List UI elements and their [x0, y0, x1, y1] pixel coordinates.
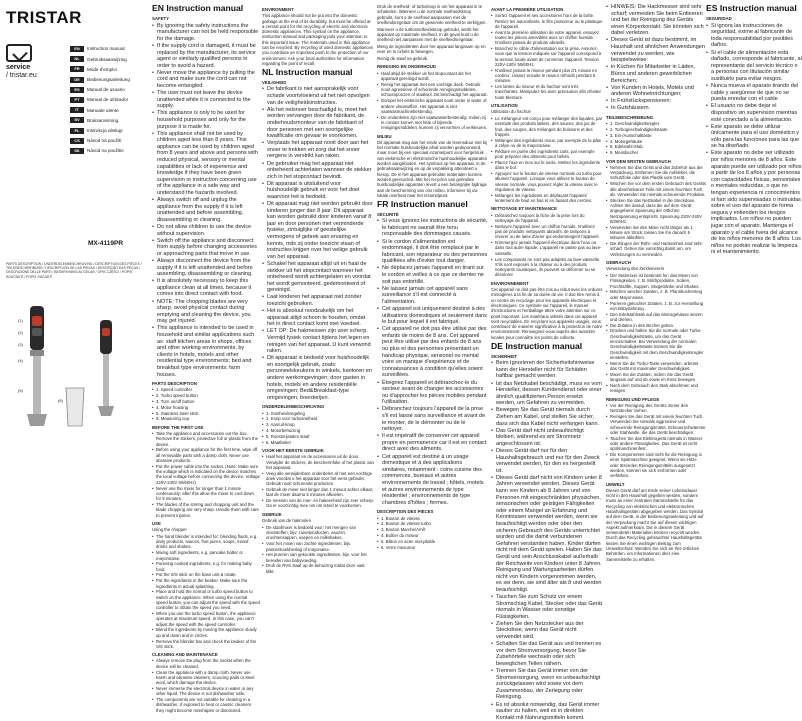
list-item: • Never use the mixer for longer than 1 minute continuously; after this allow the mixer to cool down for 5 minutes. — [152, 486, 260, 502]
fr-safety-list — [377, 218, 488, 506]
cover-column — [0, 0, 150, 575]
fr-parts-list — [377, 516, 488, 550]
list-item: • Clean the appliance with a damp cloth. Never use harsh and abrasive cleaners, scouring pads or steel wool, which damage the device. — [152, 670, 260, 686]
nl-title: NL Instruction manual — [262, 68, 374, 77]
language-tag: PT — [70, 97, 84, 103]
list-item: • Appuyez sur le bouton de vitesse normale ou turbo pour allumer l'appareil. Lorsque vous utilisez le bouton de vitesse normale, vous pouvez régler la vitesse avec le régulateur de vitesse. — [491, 171, 603, 192]
list-item: • De messen van de roer- en hakeenheid zijn zeer scherp. Ga er voorzichtig mee om om letsel te voorkomen. — [262, 498, 374, 509]
language-label: Bruksanvisning — [87, 118, 118, 123]
list-item: • N'immergez jamais l'appareil électrique dans l'eau ou dans tout autre liquide. L'appareil ne passe pas au lave-vaisselle. — [491, 240, 603, 256]
list-item: • Reinigen Sie das Gerät mit einem feuchten Tuch. Verwenden Sie niemals aggressive und scheuernde Reinigungsmittel, Scheuerschwämme oder Stahlwolle, die das Gerät beschädigen. — [606, 414, 706, 435]
list-item: • Haal altijd de stekker uit het stopcontact als het apparaat gereinigd wordt. — [377, 71, 488, 82]
language-item — [70, 146, 148, 156]
illus-label-6: (6) — [58, 398, 64, 403]
list-item: • Nunca mueva el aparato tirando del cable y asegúrese de que no se pueda enredar con el cable. — [706, 83, 802, 103]
language-tag: IT — [70, 107, 84, 113]
de-title: DE Instruction manual — [491, 342, 603, 351]
list-item: • Before using your appliance for the first time, wipe off all removable parts with a damp cloth. Never use abrasive products. — [152, 447, 260, 463]
de-using-heading: Verwendung des Zerkleinerers — [606, 266, 706, 271]
list-item: • Druk de RVS staaf op de behuizing totdat deze vast klikt. — [262, 563, 374, 574]
language-tag: NL — [70, 56, 84, 62]
column-nl — [262, 4, 374, 572]
list-item: • By ignoring the safety instructions the manufacturer can not be held responsible for the damage. — [152, 23, 260, 43]
list-item: • De onderdelen zijn niet vaatwasserbestendig. Indien zij in contact komen met hitte of bijtende reinigingsmiddelen, kunnen zij vervormen of verkleuren. — [377, 115, 488, 131]
language-item — [70, 54, 148, 64]
list-item: • 1. Geschwindigkeitsregler — [606, 121, 706, 126]
de-safety-list — [491, 360, 603, 721]
list-item: • Avant la première utilisation de votre appareil, essuyez toutes les pièces amovibles avec un chiffon humide. N'utilisez jamais de produits abrasifs. — [491, 30, 603, 46]
list-item: • Nehmen Sie das Gerät und das Zubehör aus der Verpackung. Entfernen Sie die Aufkleber, die Schutzfolie oder das Plastik vom Gerät. — [606, 165, 706, 181]
language-item — [70, 95, 148, 105]
list-item: • Die Komponenten sind nicht für die Reinigung in einer Spülmaschine geeignet. Wenn sie Hitze oder ätzenden Reinigungsmitteln ausgesetzt werden, können sie sich verformen oder verfärben. — [606, 452, 706, 478]
list-item: • Drücken und halten Sie die normale oder Turbo-Geschwindigkeitstaste, um das Gerät einzuschalten. Bei Verwendung der normalen Geschwindigkeitstaste können Sie die Geschwindigkeit mit dem Geschwindigkeitsregler einstellen. — [606, 328, 706, 360]
list-item: • Sortez l'appareil et ses accessoires hors de la boîte. Retirez les autocollants, le film protecteur ou le plastique de l'appareil. — [491, 13, 603, 29]
en-before-list — [152, 431, 260, 518]
list-item: • Es ist absolut notwendig, das Gerät immer sauber zu halten, weil es in direkten Kontakt mit Nahrungsmitteln kommt. — [491, 702, 603, 721]
language-label: Manual de usuario — [87, 87, 125, 92]
list-item: • Always remove the plug from the socket when the device will be cleaned. — [152, 658, 260, 669]
list-item: • Das Gerät darf nicht unbeaufsichtigt bleiben, während es am Stromnetz angeschlossen ist. — [491, 428, 603, 448]
en-parts-list — [152, 387, 260, 421]
list-item: • Het pureren van gekookte ingrediënten, bijv. voor het bereiden van babyvoeding. — [262, 552, 374, 563]
language-tag: DE — [70, 77, 84, 83]
list-item: • Remove the blender bar and check the beaker of the S/S stick. — [152, 639, 260, 650]
list-item: • Tauchen Sie das Elektrogerät niemals in Wasser oder andere Flüssigkeiten. Das Gerät ist nicht spülmaschinenfest. — [606, 436, 706, 452]
nl-using-list — [262, 525, 374, 574]
service-check-icon — [6, 44, 32, 62]
nl-env-text: Dit apparaat mag aan het einde van de levensduur niet bij het normale huishoudelijke afval worden gedeponeerd, maar moet bij een speciaal inzamelpunt voor hergebruik van elektrische en elektronische huishoudelijke apparaten worden aangeboden. Het symbool op het apparaat, in de gebruiksaanwijzing en op de verpakking attendeert u hierop. De in het apparaat gebruikte materialen kunnen worden gerecycled. Met het recyclen van gebruikte huishoudelijke apparaten levert u een belangrijke bijdrage aan de bescherming van ons milieu. Informeer bij uw lokale overheid naar het inzamelpunt. — [377, 140, 488, 198]
nl-parts-heading: ONDERDELENBESCHRIJVING — [262, 404, 374, 409]
list-item: • Cet appareil est destiné à un usage domestique et à des applications similaires, notamment : coins cuisine des commerces, bureaux et autres environnements de travail ; hôtels, motels et autres environnements de type résidentiel ; environnements de type chambres d'hôtes ; fermes. — [377, 454, 488, 507]
de-use-heading: GEBRAUCH — [606, 260, 706, 265]
illus-label-1: (1) — [18, 318, 24, 323]
list-item: • Este aparato no debe ser utilizado por niños menores de 8 años. Este aparato puede ser utilizado por niños a partir de los 8 años y por personas con capacidades físicas, sensoriales o mentales reducidas, o que no tengan experiencia ni conocimientos si han sido supervisadas o instruidas sobre el uso del aparato de forma segura y entienden los riesgos implicados. Los niños no pueden jugar con el aparato. Mantenga el aparato y el cable fuera del alcance de los niños menores de 8 años. Los niños no podrán realizar la limpieza ni el mantenimiento. — [706, 150, 802, 256]
list-item: • In Frühstückspensionen; — [606, 98, 706, 105]
list-item: • Pureeing cooked ingredients, e.g. for making baby food. — [152, 561, 260, 572]
en-using-heading: Using the chopper — [152, 527, 260, 532]
list-item: • 5. Roestvrijstalen staaf — [262, 434, 374, 439]
list-item: • Verplaats het apparaat nooit door aan het snoer te trekken en zorg dat het snoer nergens in verstrikt kan raken. — [262, 140, 374, 160]
env-heading: ENVIRONMENT — [262, 7, 374, 12]
fr-clean-list — [491, 213, 603, 278]
list-item: • Blend the ingredients by moving the appliance slowly up and down and in circles. — [152, 627, 260, 638]
list-item: • Débranchez toujours la fiche de la prise lors du nettoyage de l'appareil. — [491, 213, 603, 224]
en-use-heading: USE — [152, 521, 260, 526]
language-list — [70, 44, 148, 156]
blender-motor-housing-icon — [30, 306, 44, 356]
nl-before-heading: VOOR HET EERSTE GEBRUIK — [262, 448, 374, 453]
list-item: • Il est impératif de conserver cet appareil propre en permanence car il est en contact direct avec des aliments. — [377, 433, 488, 453]
language-item — [70, 115, 148, 125]
list-item: • Si ignora las instrucciones de seguridad, exime al fabricante de toda responsabilidad por posibles daños. — [706, 23, 802, 49]
list-item: • Den Edelstahlstab auf das Motorgehäuse setzen und drehen. — [606, 312, 706, 323]
list-item: • El usuario no debe dejar el dispositivo sin supervisión mientras esté conectado a la alimentación. — [706, 103, 802, 123]
list-item: • Vor der Reinigung des Geräts immer den Netzstecker ziehen. — [606, 403, 706, 414]
fr-clean-heading: NETTOYAGE ET MAINTENANCE — [491, 206, 603, 211]
list-item: • Dompel het elektrische apparaat nooit onder in water of andere vloeistoffen. Het apparaat is niet vaatwasmachinebestendig. — [377, 98, 488, 114]
list-item: • Débranchez toujours l'appareil de la prise s'il est laissé sans surveillance et avant de le monter, de le démonter ou de le nettoyer. — [377, 406, 488, 432]
list-item: • NOTE: The chopping blades are very sharp, avoid physical contact during emptying and cleaning the device, you may get injured. — [152, 299, 260, 325]
list-item: • This appliance is intended to be used in household and similar applications such as: staff kitchen areas in shops, offices and other working environments; by clients in hotels, motels and other residential type environments; bed and breakfast type environments; farm houses. — [152, 325, 260, 378]
language-label: Manuale utente — [87, 108, 119, 113]
fr-parts-heading: DESCRIPTION DES PIÈCES — [377, 509, 488, 514]
list-item: • Never move the appliance by pulling the cord and make sure the cord can not become entangled. — [152, 70, 260, 90]
list-item: • Trennen Sie das Gerät immer von der Stromversorgung, wenn es unbeaufsichtigt zurückgelassen wird sowie vor dem Zusammenbau, der Zerlegung oder Reinigung. — [491, 668, 603, 701]
fr-using-list — [491, 116, 603, 203]
fr-before-list — [491, 13, 603, 100]
language-label: Mode d'emploi — [87, 67, 117, 72]
nl-cont-text-4: Reinig de staaf na gebruik. — [377, 56, 488, 61]
list-item: • Gebruik de mixer niet langer dan 1 minuut achter elkaar; laat de mixer daarna 5 minuten afkoelen. — [262, 487, 374, 498]
list-item: • Always disconnect the device from the supply if it is left unattended and before assembling, disassembling or cleaning. — [152, 258, 260, 278]
column-es — [706, 4, 802, 572]
list-item: • Dieses Gerät darf nicht von Kindern unter 8 Jahren verwendet werden. Dieses Gerät kann von Kindern ab 8 Jahren und von Personen mit eingeschränkten physischen, sensorischen oder geistigen Fähigkeiten oder einem Mangel an Erfahrung und Kenntnissen verwendet werden, wenn sie beaufsichtigt werden oder über den sicheren Gebrauch des Geräts unterrichtet wurden und die damit verbundenen Gefahren verstanden haben. Kinder dürfen nicht mit dem Gerät spielen. Halten Sie das Gerät und sein Anschlusskabel außerhalb der Reichweite von Kindern unter 8 Jahren. Reinigung und Wartungsarbeiten dürfen nicht von Kindern vorgenommen werden, es sei denn, sie sind älter als 8 und werden beaufsichtigt. — [491, 475, 603, 594]
de-clean-list — [606, 403, 706, 479]
list-item: • Cet appareil est uniquement destiné à des utilisations domestiques et seulement dans le but pour lequel il est fabriqué. — [377, 306, 488, 326]
list-item: • 3. Ein-/Ausschalttaste — [606, 133, 706, 138]
language-item — [70, 44, 148, 54]
list-item: • LET OP: De hakmessen zijn zeer scherp. Vermijd fysiek contact tijdens het legen en reinigen van het apparaat. U kunt verwond raken. — [262, 328, 374, 354]
list-item: • The components are not suitable for cleaning in a dishwasher. If exposed to heat or caustic cleaners they might become misshapen or discolored. — [152, 697, 260, 713]
list-item: • This appliance shall not be used by children aged less than 8 years. This appliance can be used by children aged from 8 years and above and persons with reduced physical, sensory or mental capabilities or lack of experience and knowledge if they have been given supervision or instruction concerning use of the appliance in a safe way and understand the hazards involved. — [152, 131, 260, 197]
list-item: • In Gutshäusern. — [606, 105, 706, 112]
hand-blender-illustration — [8, 302, 146, 432]
list-item: • Les composants ne sont pas adaptés au lave-vaisselle. S'ils sont exposés à la chaleur ou à des produits nettoyants caustiques, ils peuvent se déformer ou se décolorer. — [491, 257, 603, 278]
list-item: • 1. Speed controller — [152, 387, 260, 392]
nl-safety-list — [262, 86, 374, 401]
nl-parts-list — [262, 411, 374, 445]
en-safety-list — [152, 23, 260, 378]
list-item: • in Küchen für Mitarbeiter in Läden, Büros und anderen gewerblichen Bereichen; — [606, 64, 706, 84]
fr-title: FR Instruction manuel — [377, 200, 488, 209]
list-item: • Put the S/S stick on the base unit & rotate. — [152, 572, 260, 577]
language-tag: PL — [70, 128, 84, 134]
list-item: • Ne laissez jamais cet appareil sans surveillance s'il est connecté à l'alimentation. — [377, 286, 488, 306]
de-parts-heading: TEILEBESCHREIBUNG — [606, 115, 706, 120]
list-item: • 1. Snelheidsregeling — [262, 411, 374, 416]
list-item: • N'utilisez jamais le mixeur pendant plus d'1 minute en continu ; laissez ensuite le mixeur refroidir pendant 5 minutes. — [491, 68, 603, 84]
en-using-list — [152, 534, 260, 649]
list-item: • 2. Knop voor turbosnelheid — [262, 416, 374, 421]
column-de — [491, 4, 603, 572]
list-item: • 5. Stainless steel stick — [152, 411, 260, 416]
en-clean-heading: CLEANING AND MAINTENANCE — [152, 652, 260, 657]
language-item — [70, 75, 148, 85]
list-item: • De staafmixer is bedoeld voor: het mengen van vloeistoffen, bijv. zuivelproducten, sauzen, vruchtensappen, soepen en milkshakes. — [262, 525, 374, 541]
list-item: • Reinig het apparaat met een vochtige doek. Gebruik nooit agressieve of schurende reinigingsmiddelen, schuursponzen of staalwol. Dit beschadigt het apparaat. — [377, 82, 488, 98]
list-item: • 4. Motorbehuizing — [262, 428, 374, 433]
language-tag: FR — [70, 66, 84, 72]
list-item: • Mélangez les ingrédients en déplaçant l'appareil lentement de haut en bas et en faisant des cercles. — [491, 193, 603, 204]
fr-safety-heading: SÉCURITÉ — [377, 212, 488, 217]
language-tag: CS — [70, 138, 84, 144]
list-item: • Mélanger des ingrédients mous, par exemple de la pâte à crêpe ou de la mayonnaise. — [491, 138, 603, 149]
list-item: • Ne déplacez jamais l'appareil en tirant sur le cordon et veillez à ce que ce dernier ne soit pas entortillé. — [377, 265, 488, 285]
list-item: • Pürieren gekochter Zutaten, z. B. zur Herstellung von Babynahrung. — [606, 301, 706, 312]
list-item: • 5. Edelstahl-Stab — [606, 144, 706, 149]
list-item: • Schakel het apparaat altijd uit en haal de stekker uit het stopcontact wanneer het onbeheerd wordt achtergelaten en voordat het wordt gemonteerd, gedemonteerd of gereinigd. — [262, 261, 374, 294]
list-item: • Ziehen Sie den Netzstecker aus der Steckdose, wenn das Gerät nicht verwendet wird. — [491, 621, 603, 641]
language-item — [70, 105, 148, 115]
list-item: • Put the power cable into the socket. (Note: Make sure the voltage which is indicated on the device matches the local voltage before connecting the device. Voltage 220V-240V 50/60Hz) — [152, 464, 260, 485]
list-item: • The hand blender is intended for: blending fluids, e.g. dairy products, sauces, fruit juices, soups, mixed drinks and shakes. — [152, 534, 260, 550]
en-clean-list — [152, 658, 260, 712]
list-item: • Dit apparaat is bedoeld voor huishoudelijk en soortgelijk gebruik, zoals: personeelskeukens in winkels, kantoren en andere werkomgevingen; door gasten in hotels, motels en andere residentiële omgevingen; Bed&Breakfast-type omgevingen; boerderijen. — [262, 355, 374, 401]
list-item: • Wischen Sie vor dem ersten Gebrauch des Geräts alle abnehmbaren Teile mit einem feuchten Tuch ab. Verwenden Sie niemals scheuernde Produkte. — [606, 181, 706, 197]
language-item — [70, 85, 148, 95]
list-item: • Die Zutaten in den Becher geben. — [606, 323, 706, 328]
de-before-heading: VOR DEM ERSTEN GEBRAUCH — [606, 159, 706, 164]
list-item: • Mischen weicher Zutaten, z. B. Pfannkuchenteig oder Mayonnaise. — [606, 289, 706, 300]
list-item: • Dit apparaat is uitsluitend voor huishoudelijk gebruik en voor het doel waarvoor het is bedoeld. — [262, 181, 374, 201]
list-item: • Placez l'axe en inox sur le socle. Mettez les ingrédients dans le bol. — [491, 160, 603, 171]
list-item: • Branchez le câble d'alimentation sur la prise. Assurez-vous que la tension indiquée sur l'appareil correspond à la tension locale avant de connecter l'appareil. Tension 220V-240V 50/60Hz. — [491, 46, 603, 67]
en-before-heading: BEFORE THE FIRST USE — [152, 425, 260, 430]
fr-using-heading: Utilisation du hachoir — [491, 109, 603, 114]
es-safety-list — [706, 23, 802, 256]
list-item: • HINWEIS: Die Hackmesser sind sehr scharf; vermeiden Sie beim Entleeren und bei der Reinigung des Geräts einen Körperkontakt. Sie könnten sich dabei verletzen. — [606, 4, 706, 37]
list-item: • De fabrikant is niet aansprakelijk voor schade voortvloeiend uit het niet opvolgen van de veiligheidsinstructies. — [262, 86, 374, 106]
nl-clean-list — [377, 71, 488, 131]
column-fr — [377, 4, 488, 572]
fr-env-text: Cet appareil ne doit pas être mis au rebut avec les ordures ménagères à la fin de sa durée de vie. Il doit être remis à un centre de recyclage pour les appareils électriques et électroniques. Ce symbole sur l'appareil, le manuel d'instructions et l'emballage attire votre attention sur ce point important. Les matériaux utilisés dans cet appareil sont recyclables. En recyclant vos appareils usagés, vous contribuez de manière significative à la protection de notre environnement. Renseignez-vous auprès des autorités locales pour connaître les points de collecte. — [491, 287, 603, 340]
language-tag: EN — [70, 46, 84, 52]
de-safety-heading: SICHERHEIT — [491, 354, 603, 359]
nl-before-list — [262, 454, 374, 508]
nl-cont-text-2: Wanneer u de turbosnelheidsknop gebruikt, werkt het apparaat op maximale snelheid. In dit geval kunt u de snelheid niet aanpassen met de snelheidsregelaar. — [377, 27, 488, 43]
list-item: • Nettoyez l'appareil avec un chiffon humide. N'utilisez pas de produits nettoyants abrasifs, de tampons à récurer ou de laine d'acier qui endommagent l'appareil. — [491, 224, 603, 240]
language-label: Instruction manual — [87, 46, 125, 51]
service-badge — [6, 44, 42, 82]
list-item: • Cet appareil ne doit pas être utilisé par des enfants de moins de 8 ans. Cet appareil peut être utilisé par des enfants de 8 ans ou plus et des personnes présentant un handicap physique, sensoriel ou mental voire un manque d'expérience et de connaissances à condition qu'elles soient surveillées. — [377, 326, 488, 379]
list-item: • 4. Motor housing — [152, 405, 260, 410]
list-item: • 5. Bâton en acier inoxydable — [377, 539, 488, 544]
list-item: • Put the ingredients in the beaker. Make sure the ingredients in actual splashing. — [152, 578, 260, 589]
illus-label-2: (2) — [18, 330, 24, 335]
list-item: • Voor het mixen van zachte ingrediënten, bijv. pannenkoekbeslag of mayonaise. — [262, 541, 374, 552]
list-item: • Veeg alle verwijderbare onderdelen af met een vochtige doek voordat u het apparaat voor het eerst gebruikt. Gebruik nooit schurende producten. — [262, 471, 374, 487]
list-item: • Wenn Sie die Turbo-Taste verwenden, arbeitet das Gerät mit maximaler Geschwindigkeit. — [606, 361, 706, 372]
language-label: Instrukcja obsługi — [87, 128, 123, 133]
nl-safety-heading: VEILIGHEID — [262, 80, 374, 85]
list-item: • 2. Bouton de vitesse turbo — [377, 521, 488, 526]
column-de-cont — [606, 4, 706, 572]
illus-label-3: (3) — [18, 342, 24, 347]
en-safety-heading: SAFETY — [152, 16, 260, 21]
language-tag: ES — [70, 87, 84, 93]
list-item: • 4. Motorgehäuse — [606, 139, 706, 144]
language-tag: SV — [70, 117, 84, 123]
list-item: • Éteignez l'appareil et débranchez-le du secteur avant de changer les accessoires ou d'approcher les pièces mobiles pendant l'utilisation. — [377, 380, 488, 406]
list-item: • Verwenden Sie den Mixer nicht länger als 1 Minute am Stück; lassen Sie ihn danach 5 Minuten abkühlen. — [606, 225, 706, 241]
en-title: EN Instruction manual — [152, 4, 260, 13]
list-item: • Haal het apparaat en de accessoires uit de doos. Verwijder de stickers, de beschermfolie of het plastic van het apparaat. — [262, 454, 374, 470]
list-item: • Von Kunden in Hotels, Motels und anderen Wohneinrichtungen; — [606, 85, 706, 98]
list-item: • This appliance is only to be used for household purposes and only for the purpose it is made for. — [152, 110, 260, 130]
list-item: • Dieses Gerät ist dazu bestimmt, im Haushalt und ähnlichen Anwendungen verwendet zu werden, wie beispielsweise: — [606, 37, 706, 63]
list-item: • 1. Bouton de vitesse — [377, 516, 488, 521]
language-label: Gebruiksaanwijzing — [87, 57, 127, 62]
list-item: • Dit apparaat mag niet worden gebruikt door kinderen jonger dan 8 jaar. Dit apparaat kan worden gebruikt door kinderen vanaf 8 jaar en door personen met verminderde fysieke, zintuiglijke of geestelijke vermogens of gebrek aan ervaring en kennis, mits zij onder toezicht staan of instructies krijgen over het veilige gebruik van het apparaat. — [262, 201, 374, 260]
fr-use-heading: UTILISATION — [491, 103, 603, 108]
es-safety-heading: SEGURIDAD — [706, 16, 802, 21]
list-item: • Beim Ignorieren der Sicherheitshinweise kann der Hersteller nicht für Schäden haftbar gemacht werden. — [491, 360, 603, 380]
illus-label-5: (5) — [18, 388, 24, 393]
measuring-cup-icon — [66, 388, 84, 426]
parts-description-multilang: PARTS DESCRIPTION / ONDERDELENBESCHRIJVING / DESCRIPTION DES PIÈCES / TEILEBESCHREIBUNG / DESCRIPCIÓN DE LAS PIEZAS / DESCRIÇÃO DAS PEÇAS / DESCRIZIONE DELLE PARTI / BESKRIVNING AV DELAR / OPIS CZĘŚCI / POPIS SOUČÁSTÍ / POPIS SÚČASTÍ — [6, 262, 146, 279]
de-parts-list — [606, 121, 706, 155]
de-safety-cont-list — [606, 4, 706, 112]
service-url: / tristar.eu — [6, 72, 37, 79]
list-item: • 6. Messbecher — [606, 150, 706, 155]
nl-cont-text-1: Druk de snelheid- of turboknop in om het apparaat in te schakelen. Wanneer u de normale snelheidsknop gebruikt, kunt u de snelheid aanpassen met de snelheidsregelaar om de gewenste snelheid te verkrijgen. — [377, 4, 488, 25]
de-env-heading: UMWELT — [606, 482, 706, 487]
list-item: • If the supply cord is damaged, it must be replaced by the manufacturer, its service agent or similarly qualified persons in order to avoid a hazard. — [152, 43, 260, 69]
list-item: • Het is absoluut noodzakelijk om het apparaat altijd schoon te houden, omdat het in direct contact komt met voedsel. — [262, 308, 374, 328]
list-item: • 3. Bouton Marche/Arrêt — [377, 527, 488, 532]
list-item: • Este aparato se debe utilizar únicamente para el uso doméstico y sólo para las funciones para las que se ha diseñado. — [706, 124, 802, 150]
fr-env-heading: ENVIRONNEMENT — [491, 281, 603, 286]
list-item: • 2. Turbogeschwindigkeitstaste — [606, 127, 706, 132]
list-item: • 6. Measuring cup — [152, 416, 260, 421]
list-item: • Mixen Sie die Zutaten, indem Sie das Gerät langsam auf und ab sowie im Kreis bewegen. — [606, 372, 706, 383]
fr-before-heading: AVANT LA PREMIÈRE UTILISATION — [491, 7, 603, 12]
list-item: • It is absolutely necessary to keep this appliance clean at all times, because it comes into direct contact with food. — [152, 278, 260, 298]
list-item: • Schalten Sie das Gerät aus und trennen es vor dem Stromversorgung, bevor Sie Zubehörteile wechseln oder sich beweglichen Teilen nähern. — [491, 641, 603, 667]
list-item: • Bewegen Sie das Gerät niemals durch Ziehen am Kabel, und stellen Sie sicher, dass sich das Kabel nicht verfangen kann. — [491, 407, 603, 427]
list-item: • Die Klingen der Rühr- und Hackeinheit sind sehr scharf. Gehen Sie vorsichtig damit um, um Verletzungen zu vermeiden. — [606, 241, 706, 257]
brand-logo: TRISTAR — [6, 8, 82, 28]
language-label: Návod na použití — [87, 138, 121, 143]
list-item: • De gebruiker mag het apparaat niet onbeheerd achterlaten wanneer de stekker zich in het stopcontact bevindt. — [262, 161, 374, 181]
de-env-text: Dieses Gerät darf am Ende seiner Lebensdauer nicht in den Hausmüll gegeben werden, sondern muss an einer zentralen Sammelstelle für das Recycling von elektrischen und elektronischen Haushaltsgeräten abgegeben werden. Das Symbol auf dem Gerät, in der Bedienungsanleitung und auf der Verpackung macht Sie auf diesen wichtigen Aspekt aufmerksam. Die in diesem Gerät verwendeten Materialien können recycelt werden. Durch das Recycling gebrauchter Haushaltsgeräte leisten Sie einen wichtigen Beitrag zum Umweltschutz. Wenden Sie sich an Ihre örtlichen Behörden, um Informationen über eine Sammelstelle zu erhalten. — [606, 488, 706, 562]
list-item: • The user must not leave the device unattended while it is connected to the supply. — [152, 90, 260, 110]
list-item: • Switch off the appliance and disconnect from supply before changing accessories or approaching parts that move in use. — [152, 238, 260, 258]
list-item: • Always switch off and unplug the appliance from the supply if it is left unattended and before assembling, disassembling or cleaning. — [152, 197, 260, 223]
language-item — [70, 64, 148, 74]
de-using-list — [606, 273, 706, 394]
list-item: • 3. Aan/uit-knop — [262, 422, 374, 427]
nl-env-heading: MILIEU — [377, 134, 488, 139]
list-item: • The blades of the stirring and chopping unit and the blade chopping are very sharp. Handle them with care to prevent injuries. — [152, 502, 260, 518]
list-item: • Si vous ignorez les instructions de sécurité, le fabricant ne saurait être tenu responsable des dommages causés. — [377, 218, 488, 238]
nl-using-heading: Gebruik van de hakmolen — [262, 518, 374, 523]
language-label: Manual de utilizador — [87, 97, 128, 102]
list-item: • When you use the turbo speed button, the appliance operates at maximum speed. In this case, you can't adjust the speed with the speed controller. — [152, 611, 260, 627]
list-item: • 3. Turn on/off button — [152, 399, 260, 404]
language-label: Návod na použitie — [87, 148, 124, 153]
nl-use-heading: GEBRUIK — [262, 512, 374, 517]
column-en — [152, 4, 260, 572]
list-item: • Never immerse the electrical device in water or any other liquid. The device is not dishwasher safe. — [152, 686, 260, 697]
list-item: • Nach dem Gebrauch den Stab abnehmen und reinigen. — [606, 383, 706, 394]
list-item: • Le mélangeur est conçu pour mélanger des liquides, par exemple des produits laitiers, des sauces, des jus de fruit, des soupes, des mélanges de boissons et des frappés. — [491, 116, 603, 137]
list-item: • Stecken Sie das Netzkabel in die Steckdose. Achten Sie darauf, dass die auf dem Gerät angegebene Spannung der örtlichen Netzspannung entspricht. Spannung 220V-240V 50/60Hz. — [606, 198, 706, 224]
model-number: MX-4119PR — [88, 240, 123, 247]
list-item: • Ist das Netzkabel beschädigt, muss es vom Hersteller, dessen Kundendienst oder einer ähnlich qualifizierten Person ersetzt werden, um Gefahren zu vermeiden. — [491, 381, 603, 407]
list-item: • Tauchen Sie zum Schutz vor einem Stromschlag Kabel, Stecker oder das Gerät niemals in Wasser oder sonstige Flüssigkeiten. — [491, 594, 603, 620]
list-item: • Mixing soft ingredients, e.g. pancake batter or mayonnaise. — [152, 550, 260, 561]
blender-stick-icon — [27, 356, 47, 426]
list-item: • 4. Boîtier du moteur — [377, 533, 488, 538]
list-item: • Als het netsnoer beschadigd is, moet het worden vervangen door de fabrikant, de onderhoudsmonteur van de fabrikant of door personen met een soortgelijke kwalificatie om gevaar te voorkomen. — [262, 107, 374, 140]
list-item: • Les lames du mixeur et du hachoir sont très tranchantes. Manipulez-les avec précaution afin d'éviter toute blessure. — [491, 84, 603, 100]
nl-clean-heading: REINIGING EN ONDERHOUD — [377, 64, 488, 69]
list-item: • 2. Turbo speed button — [152, 393, 260, 398]
de-before-list — [606, 165, 706, 257]
en-parts-heading: PARTS DESCRIPTION — [152, 381, 260, 386]
list-item: • Réduire en purée des ingrédients cuits, par exemple pour préparer des aliments pour bébés. — [491, 149, 603, 160]
list-item: • Dieses Gerät darf nur für den Haushaltsgebrauch und nur für den Zweck verwendet werden, für den es hergestellt ist. — [491, 448, 603, 474]
list-item: • 6. Maatbeker — [262, 440, 374, 445]
es-title: ES Instruction manual — [706, 4, 802, 13]
language-label: Bedienungsanleitung — [87, 77, 130, 82]
nl-cont-text-3: Meng de ingrediënten door het apparaat langzaam op en neer en in cirkels te bewegen. — [377, 44, 488, 55]
list-item: • Der Stabmixer ist bestimmt für: das Mixen von Flüssigkeiten, z. B. Milchprodukte, Soßen, Fruchtsäfte, Suppen, Mixgetränke und Shakes. — [606, 273, 706, 289]
list-item: • Si el cable de alimentación está dañado, corresponde al fabricante, al representante del servicio técnico o a personas con titulación similar sustituirlo para evitar riesgos. — [706, 50, 802, 83]
list-item: • Take the appliance and accessories out the box. Remove the stickers, protective foil or plastic from the device. — [152, 431, 260, 447]
list-item: • Do not allow children to use the device without supervision. — [152, 224, 260, 237]
list-item: • Laat kinderen het apparaat niet zonder toezicht gebruiken. — [262, 294, 374, 307]
list-item: • Si le cordon d'alimentation est endommagé, il doit être remplacé par le fabricant, son réparateur ou des personnes qualifiées afin d'éviter tout danger. — [377, 239, 488, 265]
blender-assembled-icon — [98, 320, 114, 416]
list-item: • 6. Verre mesureur — [377, 545, 488, 550]
env-text: This appliance should not be put into the domestic garbage at the end of its durability, but must be offered at a central point for the recycling of electric and electronic domestic appliances. This symbol on the appliance, instruction manual and packaging puts your attention to this important issue. The materials used in this appliance can be recycled. By recycling of used domestic appliances you contribute an important push to the protection of our environment. Ask your local authorities for information regarding the point of recall. — [262, 13, 374, 66]
service-word: service — [6, 64, 30, 71]
language-tag: SK — [70, 148, 84, 154]
list-item: • Place and hold the normal or turbo speed button to switch on the appliance. When using the normal speed button, you can adjust the speed with the speed controller to obtain the speed you need. — [152, 589, 260, 610]
de-clean-heading: REINIGUNG UND PFLEGE — [606, 397, 706, 402]
language-item — [70, 136, 148, 146]
illus-label-4: (4) — [18, 358, 24, 363]
language-item — [70, 126, 148, 136]
